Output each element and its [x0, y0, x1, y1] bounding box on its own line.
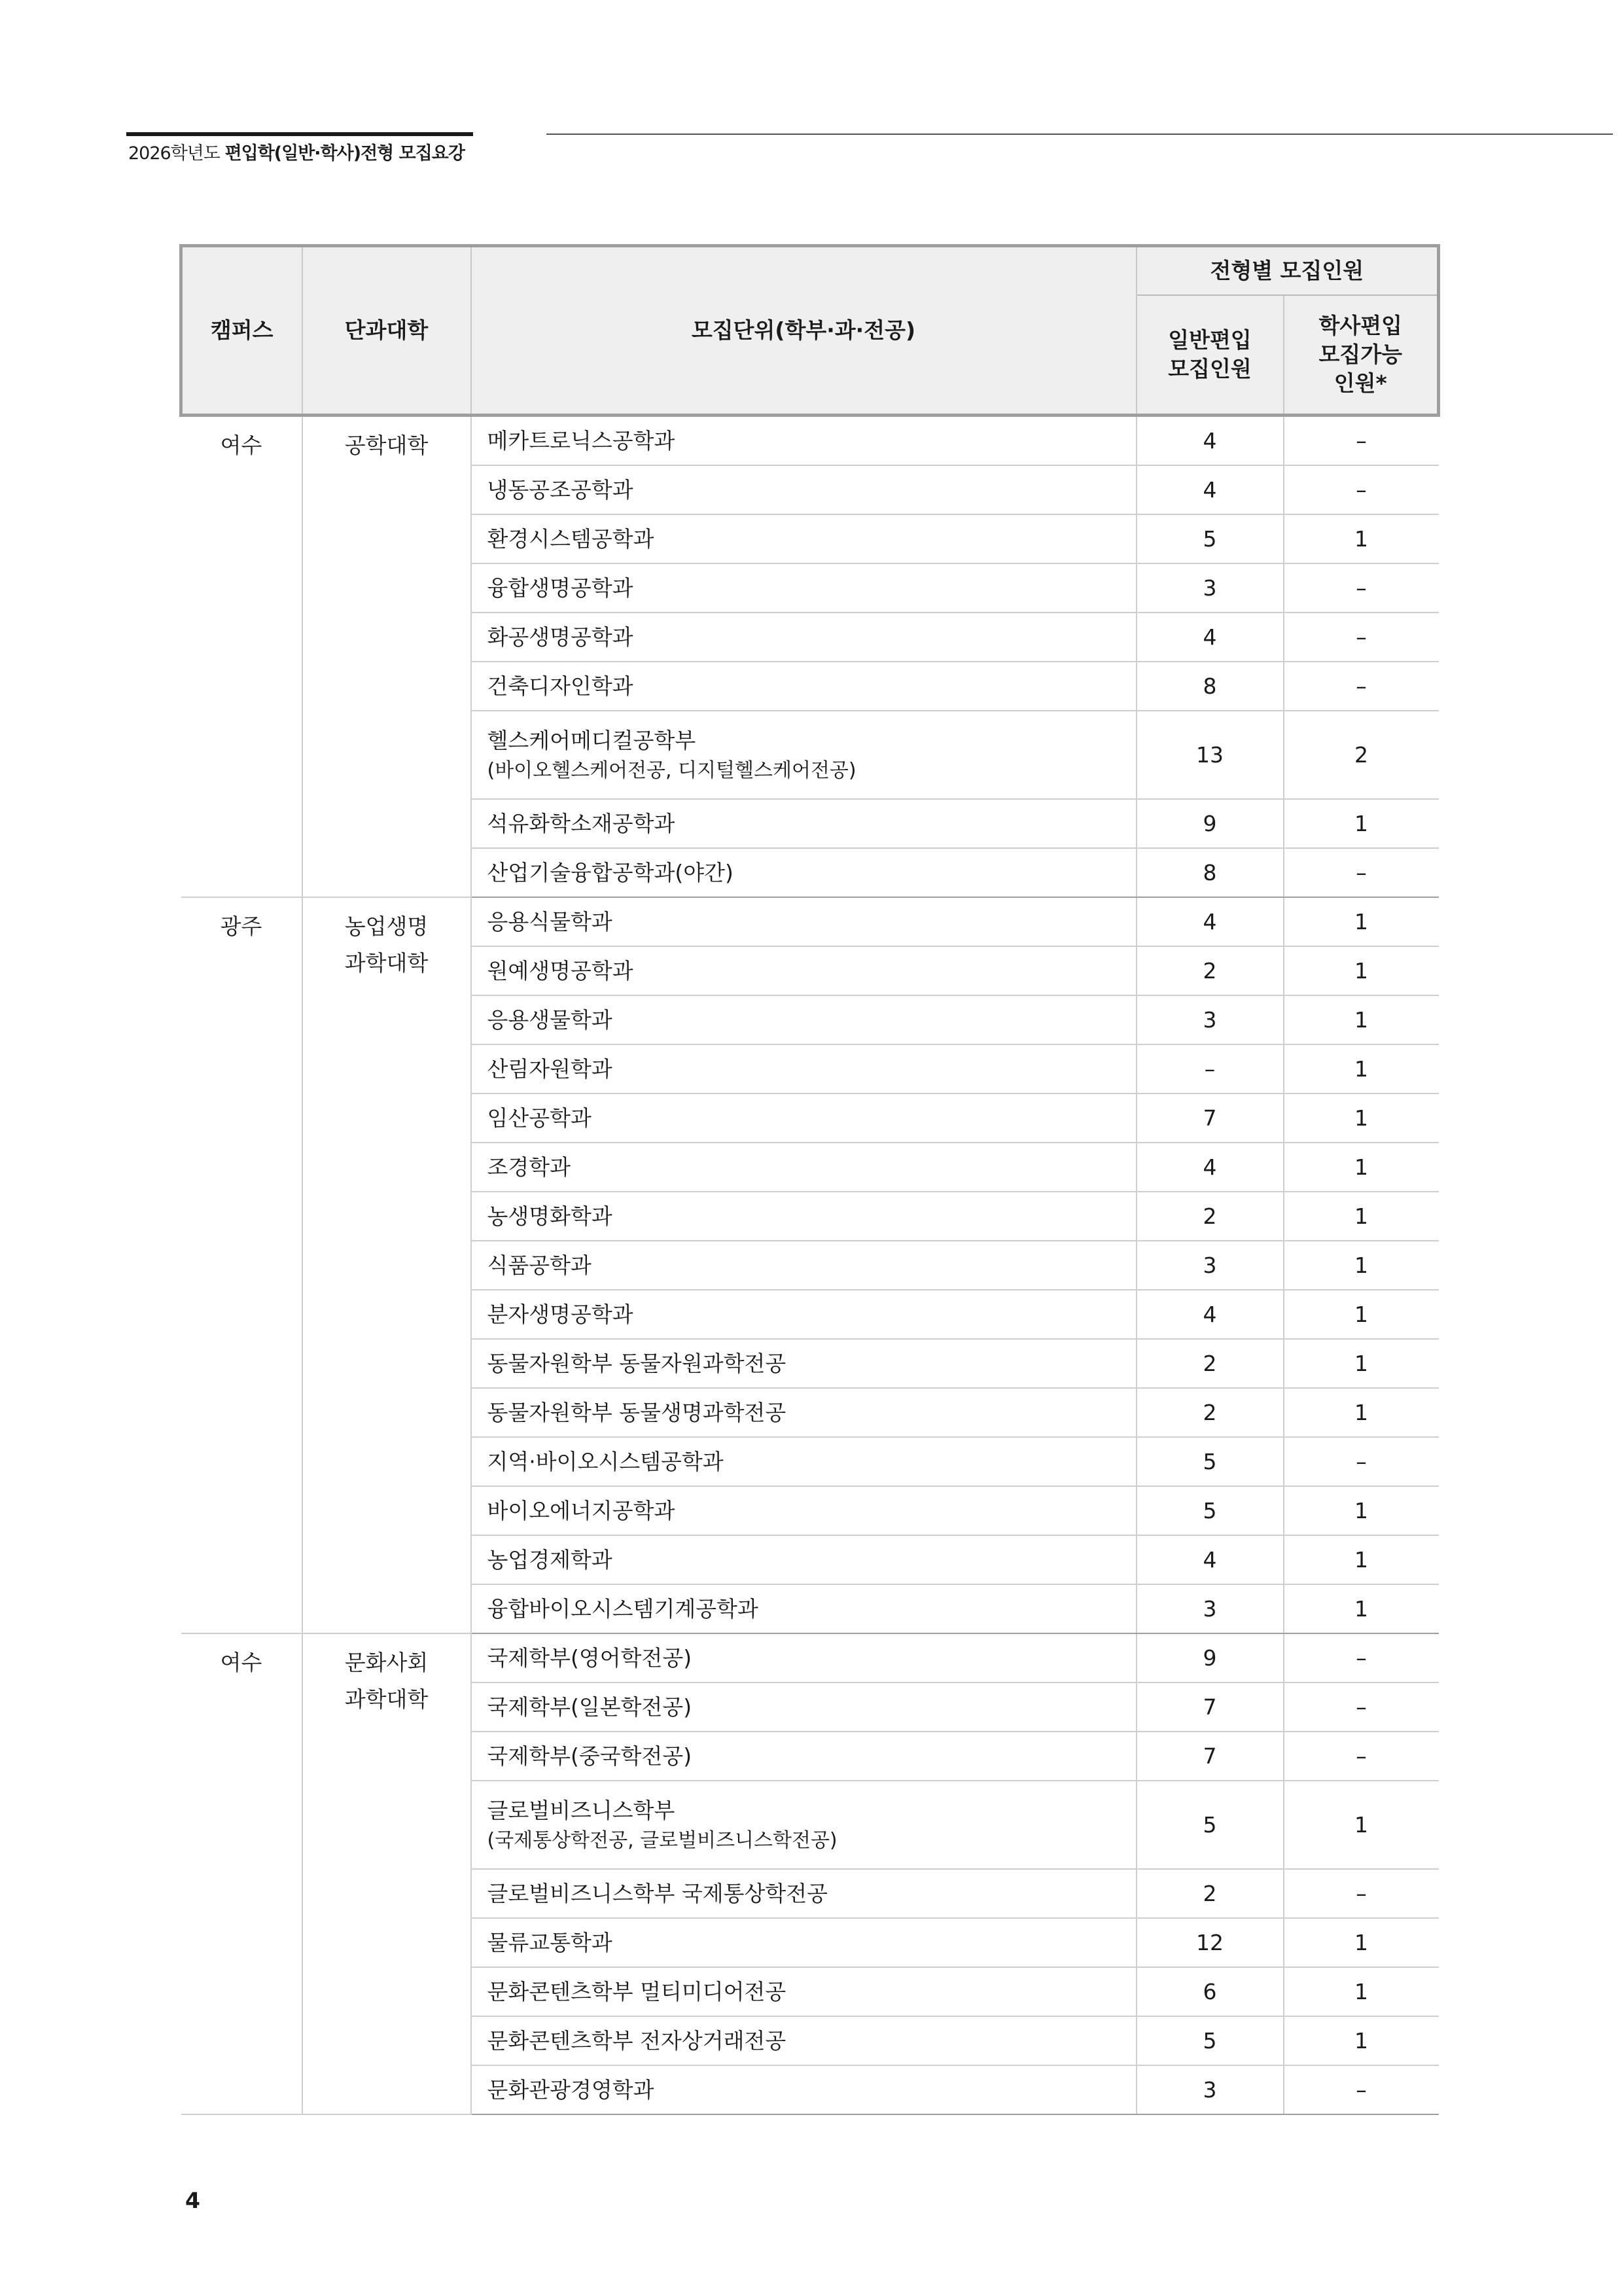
unit-cell	[471, 1584, 1137, 1633]
campus-cell: 광주	[181, 897, 302, 1633]
unit-cell	[471, 1535, 1137, 1584]
unit-cell	[471, 1094, 1137, 1143]
unit-cell	[471, 1732, 1137, 1781]
college-cell: 문화사회 과학대학	[302, 1633, 471, 2114]
unit-name: 조경학과	[487, 1154, 571, 1180]
bachelor-count-cell: –	[1284, 662, 1439, 711]
unit-cell	[471, 848, 1137, 897]
unit-name: 석유화학소재공학과	[487, 810, 675, 836]
unit-cell	[471, 1486, 1137, 1535]
general-count-cell: 7	[1137, 1682, 1284, 1732]
general-count-cell: 3	[1137, 995, 1284, 1044]
unit-cell	[471, 1869, 1137, 1918]
unit-name: 국제학부(일본학전공)	[487, 1694, 692, 1720]
unit-name: 식품공학과	[487, 1252, 591, 1278]
general-count-cell: 5	[1137, 514, 1284, 563]
unit-name: 건축디자인학과	[487, 673, 633, 699]
general-count-cell: 2	[1137, 1388, 1284, 1437]
general-count-cell: 13	[1137, 711, 1284, 799]
table-row	[181, 416, 1439, 466]
unit-cell	[471, 1682, 1137, 1732]
unit-cell	[471, 799, 1137, 848]
table-header	[181, 246, 1439, 416]
unit-cell	[471, 563, 1137, 613]
col-header-general: 일반편입 모집인원	[1137, 295, 1284, 416]
unit-cell	[471, 1143, 1137, 1192]
unit-cell	[471, 662, 1137, 711]
general-count-cell: 8	[1137, 848, 1284, 897]
unit-cell	[471, 514, 1137, 563]
general-count-cell: 2	[1137, 1192, 1284, 1241]
unit-cell	[471, 1388, 1137, 1437]
bachelor-count-cell: 1	[1284, 1192, 1439, 1241]
general-count-cell: 5	[1137, 1486, 1284, 1535]
bachelor-count-cell: 1	[1284, 1388, 1439, 1437]
bachelor-count-cell: 1	[1284, 2016, 1439, 2065]
unit-name: 국제학부(중국학전공)	[487, 1743, 692, 1769]
bachelor-count-cell: 1	[1284, 946, 1439, 995]
unit-name: 응용생물학과	[487, 1006, 612, 1033]
running-header	[128, 139, 465, 164]
unit-name: 글로벌비즈니스학부	[487, 1797, 675, 1823]
unit-cell	[471, 995, 1137, 1044]
general-count-cell: –	[1137, 1044, 1284, 1094]
unit-cell	[471, 1967, 1137, 2016]
general-count-cell: 4	[1137, 897, 1284, 946]
bachelor-count-cell: –	[1284, 465, 1439, 514]
general-count-cell: 12	[1137, 1918, 1284, 1967]
unit-cell	[471, 1918, 1137, 1967]
general-count-cell: 5	[1137, 1781, 1284, 1869]
unit-cell	[471, 613, 1137, 662]
bachelor-count-cell: –	[1284, 848, 1439, 897]
unit-cell	[471, 1437, 1137, 1486]
bachelor-count-cell: 1	[1284, 1143, 1439, 1192]
campus-cell: 여수	[181, 1633, 302, 2114]
bachelor-count-cell: 2	[1284, 711, 1439, 799]
unit-cell	[471, 1044, 1137, 1094]
unit-name: 융합생명공학과	[487, 575, 633, 601]
col-header-unit: 모집단위(학부·과·전공)	[471, 246, 1137, 416]
general-count-cell: 9	[1137, 1633, 1284, 1682]
unit-cell	[471, 897, 1137, 946]
general-count-cell: 5	[1137, 2016, 1284, 2065]
bachelor-count-cell: 1	[1284, 897, 1439, 946]
table-row	[181, 897, 1439, 946]
bachelor-count-cell: –	[1284, 613, 1439, 662]
general-count-cell: 5	[1137, 1437, 1284, 1486]
unit-name: 농업경제학과	[487, 1546, 612, 1573]
general-count-cell: 9	[1137, 799, 1284, 848]
unit-name: 문화관광경영학과	[487, 2076, 654, 2103]
unit-name: 융합바이오시스템기계공학과	[487, 1595, 758, 1622]
unit-cell	[471, 1633, 1137, 1682]
unit-name: 냉동공조공학과	[487, 476, 633, 503]
college-cell: 공학대학	[302, 416, 471, 898]
bachelor-count-cell: –	[1284, 1732, 1439, 1781]
unit-name: 산업기술융합공학과(야간)	[487, 859, 733, 885]
general-count-cell: 2	[1137, 946, 1284, 995]
general-count-cell: 7	[1137, 1094, 1284, 1143]
campus-cell: 여수	[181, 416, 302, 898]
recruitment-table	[179, 244, 1440, 2115]
college-cell: 농업생명 과학대학	[302, 897, 471, 1633]
unit-name: 환경시스템공학과	[487, 525, 654, 552]
col-header-bachelor: 학사편입 모집가능 인원*	[1284, 295, 1439, 416]
bachelor-count-cell: 1	[1284, 799, 1439, 848]
general-count-cell: 3	[1137, 2065, 1284, 2114]
unit-cell	[471, 1339, 1137, 1388]
bachelor-count-cell: –	[1284, 1437, 1439, 1486]
bachelor-count-cell: 1	[1284, 995, 1439, 1044]
unit-name: 물류교통학과	[487, 1929, 612, 1955]
unit-name: 바이오에너지공학과	[487, 1497, 675, 1523]
general-count-cell: 2	[1137, 1869, 1284, 1918]
general-count-cell: 3	[1137, 1241, 1284, 1290]
table-body	[181, 416, 1439, 2115]
unit-cell	[471, 2065, 1137, 2114]
unit-name: 동물자원학부 동물생명과학전공	[487, 1399, 786, 1425]
header-rule	[546, 133, 1613, 135]
table-row	[181, 1633, 1439, 1682]
bachelor-count-cell: 1	[1284, 1781, 1439, 1869]
unit-cell	[471, 1241, 1137, 1290]
bachelor-count-cell: 1	[1284, 1967, 1439, 2016]
bachelor-count-cell: –	[1284, 416, 1439, 466]
unit-cell	[471, 946, 1137, 995]
bachelor-count-cell: 1	[1284, 1290, 1439, 1339]
bachelor-count-cell: 1	[1284, 1241, 1439, 1290]
bachelor-count-cell: 1	[1284, 1094, 1439, 1143]
unit-cell	[471, 416, 1137, 466]
unit-cell	[471, 1192, 1137, 1241]
unit-name: 헬스케어메디컬공학부	[487, 727, 696, 753]
unit-name: 글로벌비즈니스학부 국제통상학전공	[487, 1880, 828, 1906]
general-count-cell: 4	[1137, 613, 1284, 662]
unit-name: 지역·바이오시스템공학과	[487, 1448, 724, 1474]
unit-name: 임산공학과	[487, 1105, 591, 1131]
unit-name: 문화콘텐츠학부 멀티미디어전공	[487, 1978, 786, 2004]
unit-name: 농생명화학과	[487, 1203, 612, 1229]
bachelor-count-cell: –	[1284, 1633, 1439, 1682]
general-count-cell: 3	[1137, 1584, 1284, 1633]
unit-cell	[471, 465, 1137, 514]
bachelor-count-cell: –	[1284, 2065, 1439, 2114]
unit-name: 동물자원학부 동물자원과학전공	[487, 1350, 786, 1376]
unit-cell	[471, 1290, 1137, 1339]
general-count-cell: 8	[1137, 662, 1284, 711]
bachelor-count-cell: 1	[1284, 1535, 1439, 1584]
bachelor-count-cell: –	[1284, 1682, 1439, 1732]
general-count-cell: 3	[1137, 563, 1284, 613]
bachelor-count-cell: 1	[1284, 514, 1439, 563]
unit-name: 국제학부(영어학전공)	[487, 1645, 692, 1671]
bachelor-count-cell: 1	[1284, 1486, 1439, 1535]
unit-cell	[471, 1781, 1137, 1869]
general-count-cell: 4	[1137, 1143, 1284, 1192]
general-count-cell: 6	[1137, 1967, 1284, 2016]
unit-name: 응용식물학과	[487, 908, 612, 934]
unit-subtitle: (바이오헬스케어전공, 디지털헬스케어전공)	[487, 758, 856, 782]
col-header-group: 전형별 모집인원	[1137, 246, 1439, 296]
header-doc-title: 편입학(일반·학사)전형 모집요강	[224, 143, 465, 164]
col-header-college: 단과대학	[302, 246, 471, 416]
general-count-cell: 4	[1137, 416, 1284, 466]
unit-name: 메카트로닉스공학과	[487, 427, 675, 454]
general-count-cell: 4	[1137, 1290, 1284, 1339]
header-accent-bar	[126, 132, 473, 136]
unit-cell	[471, 2016, 1137, 2065]
page-number: 4	[185, 2188, 200, 2213]
general-count-cell: 4	[1137, 465, 1284, 514]
unit-name: 분자생명공학과	[487, 1301, 633, 1327]
col-header-campus: 캠퍼스	[181, 246, 302, 416]
unit-name: 문화콘텐츠학부 전자상거래전공	[487, 2027, 786, 2054]
general-count-cell: 7	[1137, 1732, 1284, 1781]
bachelor-count-cell: 1	[1284, 1918, 1439, 1967]
bachelor-count-cell: 1	[1284, 1339, 1439, 1388]
bachelor-count-cell: 1	[1284, 1044, 1439, 1094]
bachelor-count-cell: –	[1284, 1869, 1439, 1918]
general-count-cell: 2	[1137, 1339, 1284, 1388]
header-year: 2026학년도	[128, 143, 220, 164]
unit-subtitle: (국제통상학전공, 글로벌비즈니스학전공)	[487, 1828, 838, 1852]
bachelor-count-cell: –	[1284, 563, 1439, 613]
unit-name: 원예생명공학과	[487, 957, 633, 984]
unit-name: 화공생명공학과	[487, 624, 633, 650]
unit-cell	[471, 711, 1137, 799]
general-count-cell: 4	[1137, 1535, 1284, 1584]
unit-name: 산림자원학과	[487, 1056, 612, 1082]
bachelor-count-cell: 1	[1284, 1584, 1439, 1633]
